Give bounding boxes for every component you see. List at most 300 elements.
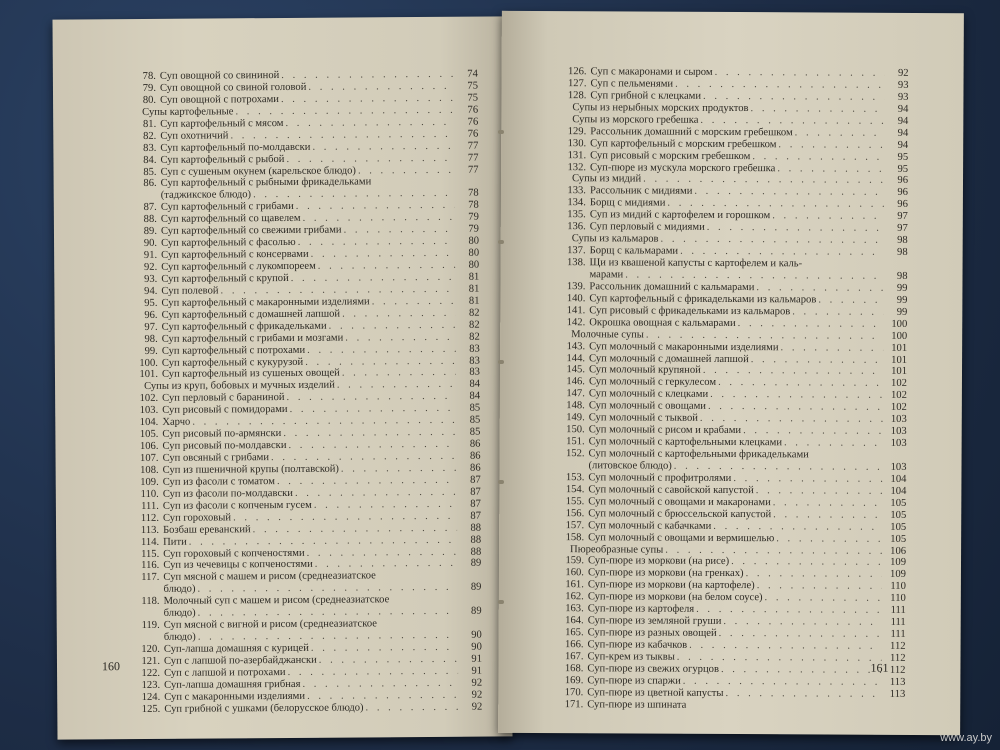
entry-title: Суп перловый с бараниной xyxy=(162,392,285,405)
entry-page-number: 112 xyxy=(889,652,906,664)
entry-page-number: 99 xyxy=(896,306,908,318)
entry-title: Суп молочный с клецками xyxy=(588,388,709,401)
entry-title: Суп грибной с клецками xyxy=(590,90,702,102)
entry-page-number: 89 xyxy=(470,558,482,570)
entry-title: Суп-крем из тыквы xyxy=(587,651,675,663)
entry-title: Борщ с мидиями xyxy=(589,197,666,209)
entry-number: 115. xyxy=(141,548,160,560)
entry-title: Суп молочный с макаронными изделиями xyxy=(589,340,779,353)
entry-page-number: 102 xyxy=(890,390,907,402)
entry-title: Рассольник с мидиями xyxy=(589,185,693,198)
leader-dots xyxy=(329,319,456,332)
entry-number: 135. xyxy=(567,209,586,221)
entry-title: Суп с лапшой и потрохами xyxy=(164,666,286,679)
entry-page-number: 76 xyxy=(467,116,479,128)
leader-dots xyxy=(731,556,882,569)
entry-number: 119. xyxy=(141,619,160,632)
entry-number: 156. xyxy=(565,507,585,519)
entry-number: 138. xyxy=(566,257,586,269)
entry-title: Рассольник домашний с морским гребешком xyxy=(590,125,793,139)
entry-number: 150. xyxy=(566,424,585,436)
entry-title: Суп овощной со свининой xyxy=(159,70,280,82)
leader-dots xyxy=(372,296,456,309)
leader-dots xyxy=(677,652,882,665)
leader-dots xyxy=(296,200,455,213)
leader-dots xyxy=(713,521,882,534)
entry-number: 95. xyxy=(144,297,158,309)
entry-title: Суп-пюре из моркови (на рисе) xyxy=(587,555,730,568)
entry-title: Суп грибной с ушками (белорусское блюдо) xyxy=(164,702,364,715)
entry-title: Суп овощной со свиной головой xyxy=(159,81,307,94)
entry-title: Супы из морского гребешка xyxy=(572,113,699,126)
entry-page-number: 83 xyxy=(469,367,481,379)
entry-number: 154. xyxy=(565,483,585,496)
binding-stitch xyxy=(498,480,504,484)
entry-title: Бозбаш ереванский xyxy=(163,523,251,536)
entry-page-number: 96 xyxy=(897,187,908,199)
leader-dots xyxy=(674,461,883,474)
entry-number: 82. xyxy=(143,130,157,142)
leader-dots xyxy=(756,282,883,295)
entry-title: Суп-пюре из картофеля xyxy=(587,603,695,615)
entry-page-number: 102 xyxy=(891,378,907,390)
entry-number: 159. xyxy=(565,555,585,567)
entry-number: 108. xyxy=(140,464,159,476)
binding-stitch xyxy=(498,600,504,604)
entry-number: 92. xyxy=(143,261,158,273)
entry-page-number: 106 xyxy=(890,545,907,557)
leader-dots xyxy=(710,389,883,402)
entry-number: 163. xyxy=(565,603,584,615)
entry-title: марами xyxy=(589,269,624,281)
entry-page-number: 105 xyxy=(890,533,907,545)
entry-number: 121. xyxy=(141,655,161,667)
entry-title: Пюреобразные супы xyxy=(570,543,664,556)
leader-dots xyxy=(342,367,456,380)
entry-title: Суп картофельный с крупой xyxy=(161,272,289,285)
entry-title: Суп охотничий xyxy=(160,130,229,142)
entry-page-number: 97 xyxy=(897,211,908,223)
leader-dots xyxy=(777,163,884,175)
entry-title: Суп-пюре из разных овощей xyxy=(587,627,717,639)
entry-title: Молочные супы xyxy=(571,328,644,341)
entry-title: Суп рисовый с морским гребешком xyxy=(590,149,751,162)
entry-number: 94. xyxy=(144,285,158,297)
entry-page-number: 92 xyxy=(471,701,483,713)
entry-page-number: 87 xyxy=(470,498,481,510)
entry-page-number: 80 xyxy=(468,259,480,271)
entry-page-number: 86 xyxy=(470,462,481,474)
leader-dots xyxy=(751,354,883,367)
leader-dots xyxy=(315,558,458,571)
entry-title: Суп рисовый по-армянски xyxy=(162,428,282,440)
page-number-left: 160 xyxy=(101,659,121,674)
entry-page-number: 82 xyxy=(468,307,480,319)
entry-number: 162. xyxy=(565,591,584,603)
entry-page-number: 83 xyxy=(469,343,480,355)
entry-title: Суп молочный с брюссельской капустой xyxy=(588,507,772,520)
entry-number: 157. xyxy=(565,519,585,531)
entry-page-number: 75 xyxy=(467,92,479,104)
entry-page-number: 111 xyxy=(890,616,906,629)
entry-page-number: 94 xyxy=(897,139,909,151)
entry-title: Суп мясной с машем и рисом (среднеазиатское xyxy=(163,570,376,584)
entry-title: Окрошка овощная с кальмарами xyxy=(589,316,736,329)
entry-number: 84. xyxy=(143,154,157,166)
binding-stitch xyxy=(498,360,504,364)
entry-number: 152. xyxy=(565,448,585,460)
leader-dots xyxy=(715,67,885,80)
leader-dots xyxy=(765,592,882,605)
entry-page-number: 103 xyxy=(890,414,907,426)
entry-page-number: 104 xyxy=(890,485,907,497)
entry-page-number: 100 xyxy=(891,330,908,342)
entry-number: 116. xyxy=(141,560,160,572)
entry-number: 89. xyxy=(143,226,158,238)
entry-number: 147. xyxy=(566,388,585,400)
entry-title: Суп молочный с савойской капустой xyxy=(588,484,754,496)
entry-page-number: 98 xyxy=(897,234,908,247)
entry-title: Суп картофельный со щавелем xyxy=(160,213,301,226)
leader-dots xyxy=(784,437,883,449)
entry-title: Суп молочный с картофельными фрикадельками xyxy=(588,448,809,461)
entry-page-number: 100 xyxy=(891,318,908,330)
leader-dots xyxy=(311,642,458,655)
entry-page-number: 88 xyxy=(470,546,482,558)
leader-dots xyxy=(312,140,454,153)
entry-title: Суп-лапша домашняя грибная xyxy=(164,678,301,691)
entry-title: Суп овощной с потрохами xyxy=(160,93,279,106)
entry-number: 132. xyxy=(567,161,587,173)
leader-dots xyxy=(683,676,882,689)
entry-title: Суп молочный с овощами xyxy=(588,400,706,413)
entry-title: Супы из нерыбных морских продуктов xyxy=(572,101,749,114)
entry-number: 145. xyxy=(566,364,586,376)
leader-dots xyxy=(756,485,883,498)
leader-dots xyxy=(707,222,884,235)
leader-dots xyxy=(781,342,884,354)
entry-title: Щи из квашеной капусты с картофелем и каль- xyxy=(589,257,803,270)
entry-number: 158. xyxy=(565,531,585,543)
entry-number: 134. xyxy=(567,197,586,209)
entry-title: Суп мясной с вигной и рисом (среднеазиатское xyxy=(163,618,377,631)
entry-page-number: 99 xyxy=(896,294,908,306)
entry-title: Суп картофельный с домашней лапшой xyxy=(161,308,341,321)
entry-number: 151. xyxy=(566,436,585,448)
binding-stitch xyxy=(498,240,504,244)
entry-title: Суп перловый с мидиями xyxy=(589,221,705,234)
leader-dots xyxy=(342,308,456,321)
entry-page-number: 113 xyxy=(889,688,906,700)
entry-page-number: 89 xyxy=(471,605,482,617)
entry-page-number: 94 xyxy=(897,115,909,127)
entry-number: 130. xyxy=(567,137,587,149)
entry-number: 99. xyxy=(144,345,158,357)
entry-title: Суп молочный с тыквой xyxy=(588,412,698,425)
entry-page-number: 79 xyxy=(468,223,480,235)
contents-list-left xyxy=(133,69,482,716)
entry-number: 124. xyxy=(141,691,161,703)
entry-number: 141. xyxy=(566,304,586,316)
entry-page-number: 98 xyxy=(897,246,908,258)
entry-page-number: 84 xyxy=(469,378,481,391)
entry-number: 133. xyxy=(567,185,586,197)
entry-page-number: 80 xyxy=(468,235,480,247)
leader-dots xyxy=(358,164,455,177)
entry-page-number: 111 xyxy=(890,605,906,617)
entry-number: 164. xyxy=(565,615,584,627)
entry-number: 114. xyxy=(140,536,160,548)
entry-page-number: 85 xyxy=(469,426,481,438)
entry-page-number: 78 xyxy=(468,199,479,212)
entry-page-number: 110 xyxy=(890,593,906,605)
entry-number: 122. xyxy=(141,667,161,679)
entry-number: 83. xyxy=(143,142,157,154)
entry-number: 149. xyxy=(566,412,585,424)
entry-page-number: 90 xyxy=(471,641,482,653)
entry-page-number: 92 xyxy=(471,677,483,689)
leader-dots xyxy=(307,690,458,703)
entry-page-number: 82 xyxy=(469,319,480,331)
entry-number: 96. xyxy=(144,309,158,321)
entry-number: 79. xyxy=(142,82,157,94)
entry-page-number: 92 xyxy=(471,689,483,701)
entry-number: 137. xyxy=(567,245,586,257)
entry-title: Суп-пюре из шпината xyxy=(587,698,687,711)
entry-page-number: 83 xyxy=(469,355,480,367)
entry-title: Суп-пюре из спаржи xyxy=(587,675,681,687)
entry-title: Суп молочный с кабачками xyxy=(588,519,712,532)
entry-title: Суп-лапша домашняя с курицей xyxy=(163,642,309,655)
entry-number: 125. xyxy=(141,703,161,715)
entry-number: 165. xyxy=(565,627,584,639)
entry-number: 170. xyxy=(564,686,584,698)
leader-dots xyxy=(319,654,458,667)
entry-page-number: 77 xyxy=(467,140,479,152)
entry-title: Суп из пшеничной крупы (полтавской) xyxy=(162,463,339,476)
entry-title: Суп картофельный с рыбными фрикадельками xyxy=(160,176,372,190)
entry-title: Суп-пюре из земляной груши xyxy=(587,615,722,628)
entry-number: 113. xyxy=(140,524,160,536)
entry-number: 129. xyxy=(567,125,587,137)
entry-title: Суп гороховый с копченостями xyxy=(163,547,305,560)
entry-title: Суп из фасоли по-молдавски xyxy=(162,487,293,500)
entry-number: 155. xyxy=(565,495,585,507)
entry-number: 123. xyxy=(141,679,161,691)
entry-title: Суп рисовый по-молдавски xyxy=(162,440,287,452)
entry-page-number: 76 xyxy=(467,104,479,116)
entry-page-number: 96 xyxy=(897,199,908,211)
entry-title: Суп-пюре из мускула морского гребешка xyxy=(590,161,776,174)
entry-number: 171. xyxy=(564,698,584,710)
entry-number: 86. xyxy=(143,178,157,190)
leader-dots xyxy=(700,115,884,128)
entry-title: Суп картофельный со свежими грибами xyxy=(160,224,342,238)
leader-dots xyxy=(718,377,883,390)
watermark: www.ay.by xyxy=(940,732,992,744)
entry-title: Суп картофельный с макаронными изделиями xyxy=(161,296,370,309)
entry-number: 153. xyxy=(565,472,585,484)
entry-page-number: 111 xyxy=(890,628,906,640)
leader-dots xyxy=(751,103,885,116)
entry-page-number: 113 xyxy=(889,676,906,688)
entry-page-number: 78 xyxy=(468,188,479,200)
leader-dots xyxy=(694,186,884,199)
entry-page-number: 80 xyxy=(468,247,480,259)
entry-page-number: 76 xyxy=(467,128,479,140)
entry-number: 117. xyxy=(141,572,160,584)
entry-number: 106. xyxy=(139,440,159,453)
leader-dots xyxy=(307,546,458,559)
leader-dots xyxy=(733,473,882,486)
entry-page-number: 77 xyxy=(467,164,479,176)
entry-number: 128. xyxy=(567,90,587,102)
entry-page-number: 77 xyxy=(467,152,479,164)
entry-number: 118. xyxy=(141,596,160,608)
entry-page-number: 105 xyxy=(890,521,907,533)
leader-dots xyxy=(344,224,455,237)
leader-dots xyxy=(703,365,883,378)
leader-dots xyxy=(708,401,883,414)
leader-dots xyxy=(341,463,457,476)
entry-page-number: 93 xyxy=(897,79,909,91)
entry-number: 139. xyxy=(566,281,586,293)
entry-number: 97. xyxy=(144,321,158,333)
entry-number: 142. xyxy=(566,316,586,328)
leader-dots xyxy=(772,210,884,223)
entry-number: 104. xyxy=(139,417,159,429)
entry-page-number: 84 xyxy=(469,390,481,403)
entry-page-number: 110 xyxy=(890,581,906,593)
entry-number: 81. xyxy=(142,118,157,130)
leader-dots xyxy=(665,544,882,557)
entry-number: 144. xyxy=(566,352,586,364)
leader-dots xyxy=(792,306,883,318)
entry-page-number: 98 xyxy=(896,270,908,282)
entry-title: Суп молочный с профитролями xyxy=(588,472,732,484)
right-page xyxy=(498,11,964,735)
leader-dots xyxy=(667,198,884,211)
entry-page-number: 96 xyxy=(897,175,909,187)
entry-title: Молочный суп с машем и рисом (среднеазиатское xyxy=(163,594,390,608)
entry-number: 85. xyxy=(143,166,157,178)
entry-page-number: 81 xyxy=(468,271,480,283)
entry-title: Суп-пюре из свежих огурцов xyxy=(587,663,719,675)
entry-title: Суп с сушеным окунем (карельское блюдо) xyxy=(160,164,356,178)
entry-page-number: 86 xyxy=(469,438,481,450)
entry-number: 107. xyxy=(139,452,159,464)
leader-dots xyxy=(345,331,456,344)
entry-page-number: 97 xyxy=(897,223,908,235)
entry-page-number: 90 xyxy=(471,629,482,641)
entry-title: Суп с лапшой по-азербайджански xyxy=(163,654,317,667)
entry-page-number: 87 xyxy=(470,510,482,522)
entry-title: Суп молочный с овощами и вермишелью xyxy=(588,531,775,544)
leader-dots xyxy=(743,425,883,438)
toc-entry xyxy=(560,699,905,713)
leader-dots xyxy=(773,509,882,522)
entry-page-number: 99 xyxy=(896,282,908,294)
entry-page-number: 87 xyxy=(470,486,481,498)
entry-page-number: 103 xyxy=(890,437,907,449)
entry-number: 103. xyxy=(139,405,159,417)
entry-title: Суп картофельный с фрикадельками xyxy=(161,320,327,333)
entry-title: Суп-пюре из моркови (на картофеле) xyxy=(587,579,755,592)
entry-page-number: 74 xyxy=(467,68,478,80)
entry-number: 127. xyxy=(567,78,587,90)
leader-dots xyxy=(302,678,458,691)
leader-dots xyxy=(818,294,883,306)
entry-page-number: 95 xyxy=(897,151,909,163)
entry-page-number: 81 xyxy=(468,295,480,307)
leader-dots xyxy=(303,212,455,225)
entry-title: Суп рисовый с фрикадельками из кальмаров xyxy=(589,305,791,318)
entry-page-number: 91 xyxy=(471,653,483,665)
entry-page-number: 105 xyxy=(890,509,907,521)
entry-page-number: 94 xyxy=(897,103,909,115)
entry-page-number: 75 xyxy=(467,80,479,92)
leader-dots xyxy=(778,139,884,151)
entry-page-number: 82 xyxy=(469,331,480,343)
entry-number: 80. xyxy=(142,94,157,106)
leader-dots xyxy=(689,640,881,653)
entry-title: Суп картофельный с грибами xyxy=(160,201,294,214)
entry-number: 161. xyxy=(565,579,584,591)
entry-page-number: 92 xyxy=(897,67,909,79)
entry-title: Суп картофельный с лукомпореем xyxy=(161,260,316,273)
entry-title: Харчо xyxy=(162,416,191,429)
entry-number: 148. xyxy=(566,400,585,412)
entry-number: 131. xyxy=(567,149,587,161)
entry-title: Суп с макаронами и сыром xyxy=(590,66,713,78)
entry-number: 105. xyxy=(139,428,159,441)
entry-title: блюдо) xyxy=(163,607,196,620)
leader-dots xyxy=(746,568,882,581)
entry-title: Супы из круп, бобовых и мучных изделий xyxy=(144,380,335,393)
leader-dots xyxy=(298,236,455,249)
leader-dots xyxy=(773,497,883,510)
entry-page-number: 88 xyxy=(470,522,482,534)
entry-page-number: 85 xyxy=(469,414,481,426)
leader-dots xyxy=(318,260,456,273)
entry-page-number: 81 xyxy=(468,283,480,295)
entry-title: Суп молочный с геркулесом xyxy=(588,376,717,389)
entry-number: 88. xyxy=(143,214,157,226)
entry-number: 111. xyxy=(141,500,159,512)
entry-title: Суп-пюре из моркови (на гренках) xyxy=(587,567,744,580)
entry-title: Супы из мидий xyxy=(571,173,642,185)
entry-page-number: 88 xyxy=(470,534,482,546)
left-page xyxy=(52,16,512,739)
entry-page-number: 101 xyxy=(891,354,908,366)
entry-number: 91. xyxy=(143,249,158,262)
entry-number: 101. xyxy=(139,369,159,381)
leader-dots xyxy=(308,81,454,94)
binding-stitch xyxy=(498,130,504,134)
leader-dots xyxy=(719,628,882,641)
entry-title: Суп картофельный из сушеных овощей xyxy=(161,368,340,381)
entry-title: Борщ с кальмарами xyxy=(589,245,679,257)
entry-number: 168. xyxy=(564,663,584,675)
entry-title: Суп из фасоли с копченым гусем xyxy=(162,499,312,512)
leader-dots xyxy=(723,616,881,629)
entry-number: 102. xyxy=(139,393,159,405)
entry-number: 160. xyxy=(565,567,584,579)
entry-page-number: 101 xyxy=(891,366,908,378)
entry-page-number: 86 xyxy=(469,450,481,462)
entry-title: Суп-пюре из цветной капусты xyxy=(587,687,724,699)
entry-page-number: 105 xyxy=(890,497,907,509)
